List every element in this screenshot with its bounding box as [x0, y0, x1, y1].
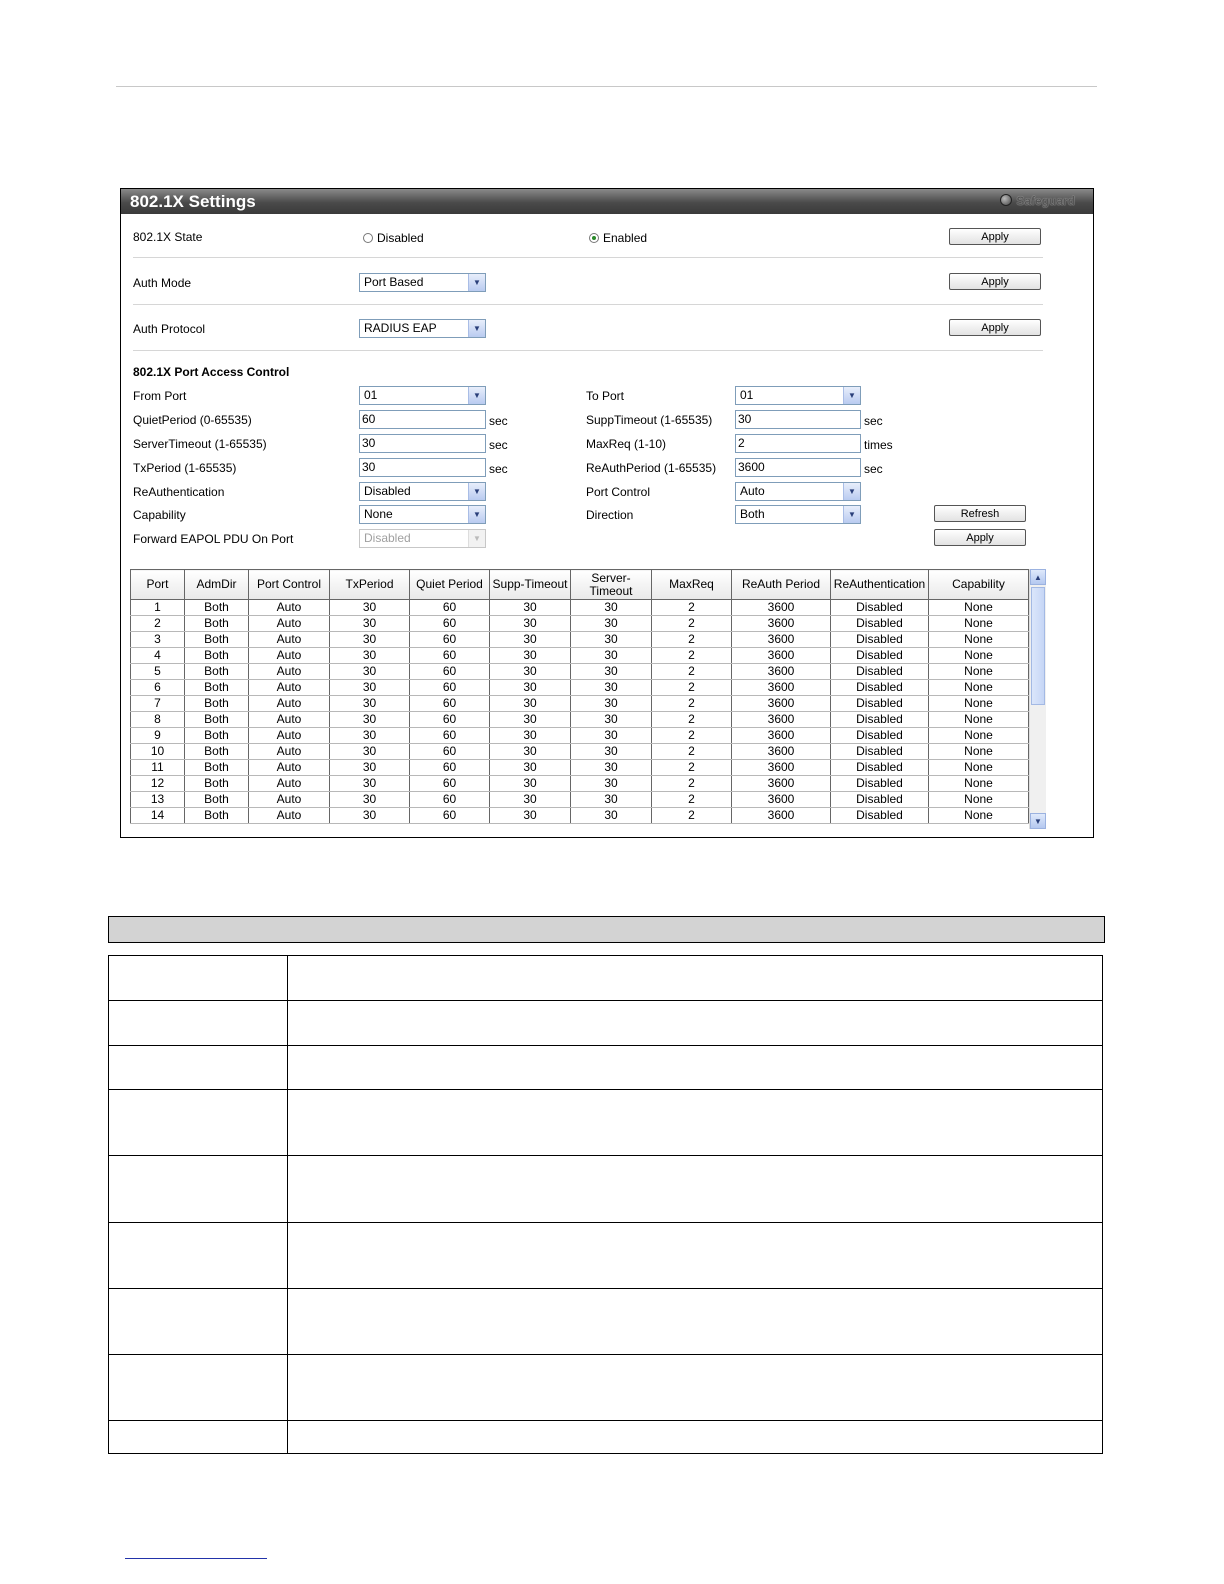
table-cell: 9 [131, 728, 185, 744]
forward-eapol-value: Disabled [364, 531, 411, 545]
table-cell: Both [185, 664, 249, 680]
table-cell: Disabled [831, 648, 929, 664]
table-cell: 30 [490, 600, 571, 616]
table-cell: 30 [490, 760, 571, 776]
table-cell: 30 [330, 728, 410, 744]
capability-select[interactable] [359, 505, 486, 524]
table-cell: 30 [571, 808, 652, 824]
table-cell: 3600 [732, 792, 831, 808]
table-cell: None [929, 680, 1029, 696]
table-row[interactable] [131, 632, 1029, 648]
table-cell: Both [185, 616, 249, 632]
table-cell: 2 [652, 680, 732, 696]
table-cell: 3600 [732, 776, 831, 792]
table-cell: 3600 [732, 600, 831, 616]
table-cell: 30 [490, 696, 571, 712]
table-cell: 3600 [732, 712, 831, 728]
table-cell: 60 [410, 648, 490, 664]
table-cell: Both [185, 776, 249, 792]
table-cell: 2 [652, 776, 732, 792]
server-timeout-input[interactable] [359, 434, 486, 453]
table-cell: 2 [652, 696, 732, 712]
scroll-down-icon[interactable]: ▼ [1030, 813, 1046, 829]
max-req-unit: times [864, 438, 893, 452]
column-header: Server-Timeout [571, 570, 652, 600]
table-cell: 30 [330, 696, 410, 712]
chevron-down-icon: ▼ [468, 320, 485, 337]
capability-value: None [364, 507, 393, 521]
table-cell: Disabled [831, 616, 929, 632]
state-disabled-label: Disabled [377, 231, 424, 245]
to-port-select[interactable] [735, 386, 861, 405]
reauthentication-label: ReAuthentication [133, 485, 225, 499]
table-cell: Disabled [831, 680, 929, 696]
table-cell: Auto [249, 664, 330, 680]
quiet-period-label: QuietPeriod (0-65535) [133, 413, 252, 427]
table-row[interactable] [131, 664, 1029, 680]
description-table [108, 955, 1103, 1454]
direction-select[interactable] [735, 505, 861, 524]
table-cell: 30 [490, 792, 571, 808]
reauth-period-label: ReAuthPeriod (1-65535) [586, 461, 717, 475]
table-cell: 30 [571, 712, 652, 728]
table-cell: Both [185, 632, 249, 648]
table-cell: Both [185, 696, 249, 712]
table-cell: 30 [330, 776, 410, 792]
pac-heading: 802.1X Port Access Control [133, 365, 290, 379]
row-divider [109, 1089, 1102, 1090]
table-cell: Disabled [831, 664, 929, 680]
table-cell: Auto [249, 616, 330, 632]
table-row[interactable] [131, 712, 1029, 728]
table-cell: 30 [330, 808, 410, 824]
table-cell: None [929, 664, 1029, 680]
description-table-header [108, 916, 1105, 943]
divider [133, 304, 1043, 305]
server-timeout-label: ServerTimeout (1-65535) [133, 437, 267, 451]
column-header: Supp-Timeout [490, 570, 571, 600]
table-cell: 3600 [732, 744, 831, 760]
max-req-label: MaxReq (1-10) [586, 437, 667, 451]
column-header: ReAuth Period [732, 570, 831, 600]
table-cell: Auto [249, 776, 330, 792]
tx-period-unit: sec [489, 462, 508, 476]
table-row[interactable] [131, 648, 1029, 664]
port-control-value: Auto [740, 484, 765, 498]
footer-link-underline [125, 1558, 267, 1559]
table-cell: 30 [330, 760, 410, 776]
table-cell: 30 [490, 680, 571, 696]
port-table-container [130, 569, 1046, 829]
column-header: Quiet Period [410, 570, 490, 600]
table-cell: Disabled [831, 632, 929, 648]
table-row[interactable] [131, 680, 1029, 696]
supp-timeout-input[interactable] [735, 410, 861, 429]
table-cell: Auto [249, 696, 330, 712]
table-cell: Both [185, 680, 249, 696]
table-cell: Disabled [831, 696, 929, 712]
row-divider [109, 1045, 1102, 1046]
chevron-down-icon: ▼ [843, 506, 860, 523]
server-timeout-unit: sec [489, 438, 508, 452]
table-cell: None [929, 760, 1029, 776]
table-cell: 1 [131, 600, 185, 616]
auth-protocol-apply-button[interactable]: Apply [949, 319, 1041, 336]
table-cell: Disabled [831, 776, 929, 792]
table-cell: 30 [571, 792, 652, 808]
supp-timeout-value: 30 [738, 412, 752, 426]
settings-panel [120, 188, 1094, 838]
supp-timeout-unit: sec [864, 414, 883, 428]
row-divider [109, 1288, 1102, 1289]
table-cell: 30 [330, 792, 410, 808]
row-divider [109, 1222, 1102, 1223]
table-cell: 3600 [732, 616, 831, 632]
from-port-value: 01 [364, 388, 378, 402]
tx-period-input[interactable] [359, 458, 486, 477]
table-cell: Auto [249, 600, 330, 616]
pac-apply-button[interactable]: Apply [934, 529, 1026, 546]
column-header: Capability [929, 570, 1029, 600]
table-cell: 2 [652, 600, 732, 616]
table-cell: 60 [410, 792, 490, 808]
table-cell: Auto [249, 808, 330, 824]
table-cell: 3 [131, 632, 185, 648]
row-divider [109, 1420, 1102, 1421]
column-divider [287, 956, 288, 1453]
column-header: TxPeriod [330, 570, 410, 600]
table-cell: 10 [131, 744, 185, 760]
table-cell: Both [185, 648, 249, 664]
direction-value: Both [740, 507, 765, 521]
from-port-select[interactable] [359, 386, 486, 405]
table-row[interactable] [131, 744, 1029, 760]
table-cell: None [929, 744, 1029, 760]
table-cell: Both [185, 792, 249, 808]
table-row[interactable] [131, 776, 1029, 792]
chevron-down-icon: ▼ [843, 483, 860, 500]
auth-protocol-value: RADIUS EAP [364, 321, 437, 335]
chevron-down-icon: ▼ [468, 387, 485, 404]
table-cell: 2 [652, 648, 732, 664]
table-cell: 60 [410, 776, 490, 792]
table-row[interactable] [131, 760, 1029, 776]
table-cell: 30 [571, 744, 652, 760]
state-apply-button[interactable]: Apply [949, 228, 1041, 245]
table-cell: Disabled [831, 808, 929, 824]
table-cell: Auto [249, 680, 330, 696]
chevron-down-icon: ▼ [843, 387, 860, 404]
page-header-rule [116, 86, 1097, 87]
table-cell: None [929, 792, 1029, 808]
table-cell: 30 [571, 600, 652, 616]
table-cell: 2 [652, 744, 732, 760]
table-cell: 30 [490, 776, 571, 792]
auth-protocol-label: Auth Protocol [133, 322, 206, 336]
table-cell: 30 [571, 680, 652, 696]
auth-protocol-select[interactable] [359, 319, 486, 338]
radio-unchecked-icon [363, 233, 373, 243]
table-cell: Auto [249, 744, 330, 760]
reauth-period-input[interactable] [735, 458, 861, 477]
table-cell: 30 [490, 632, 571, 648]
table-cell: 2 [652, 664, 732, 680]
table-cell: 2 [652, 792, 732, 808]
table-cell: None [929, 728, 1029, 744]
radio-checked-icon [589, 233, 599, 243]
table-cell: 30 [490, 664, 571, 680]
from-port-label: From Port [133, 389, 187, 403]
max-req-value: 2 [738, 436, 745, 450]
auth-mode-value: Port Based [364, 275, 424, 289]
table-cell: 2 [652, 760, 732, 776]
table-cell: 30 [490, 648, 571, 664]
table-cell: None [929, 712, 1029, 728]
table-cell: 30 [571, 728, 652, 744]
scrollbar-thumb[interactable] [1031, 587, 1045, 705]
table-cell: 3600 [732, 664, 831, 680]
table-cell: 60 [410, 600, 490, 616]
table-cell: None [929, 696, 1029, 712]
panel-title-bar [121, 189, 1093, 214]
max-req-input[interactable] [735, 434, 861, 453]
divider [133, 257, 1043, 258]
row-divider [109, 1000, 1102, 1001]
table-cell: 30 [571, 776, 652, 792]
capability-label: Capability [133, 508, 186, 522]
table-row[interactable] [131, 792, 1029, 808]
table-cell: None [929, 632, 1029, 648]
table-cell: 60 [410, 712, 490, 728]
table-cell: Disabled [831, 760, 929, 776]
auth-mode-select[interactable] [359, 273, 486, 292]
table-cell: 30 [330, 744, 410, 760]
chevron-down-icon: ▼ [468, 274, 485, 291]
table-cell: None [929, 776, 1029, 792]
table-cell: 2 [652, 808, 732, 824]
table-cell: None [929, 648, 1029, 664]
table-row[interactable] [131, 728, 1029, 744]
table-cell: 3600 [732, 648, 831, 664]
safeguard-label: Safeguard [1016, 194, 1075, 208]
reauthentication-value: Disabled [364, 484, 411, 498]
table-scrollbar[interactable] [1029, 569, 1046, 829]
auth-mode-apply-button[interactable]: Apply [949, 273, 1041, 290]
table-cell: 3600 [732, 696, 831, 712]
table-cell: 2 [652, 616, 732, 632]
table-cell: 2 [652, 728, 732, 744]
column-header: AdmDir [185, 570, 249, 600]
refresh-button[interactable]: Refresh [934, 505, 1026, 522]
direction-label: Direction [586, 508, 634, 522]
table-cell: 30 [330, 648, 410, 664]
table-cell: 13 [131, 792, 185, 808]
tx-period-value: 30 [362, 460, 376, 474]
table-cell: 60 [410, 680, 490, 696]
port-control-label: Port Control [586, 485, 651, 499]
reauth-period-value: 3600 [738, 460, 765, 474]
table-header-row [131, 570, 1029, 600]
safeguard-indicator [1000, 189, 1075, 214]
table-row[interactable] [131, 696, 1029, 712]
quiet-period-input[interactable] [359, 410, 486, 429]
table-cell: 30 [330, 600, 410, 616]
table-cell: Disabled [831, 744, 929, 760]
table-cell: Auto [249, 648, 330, 664]
quiet-period-value: 60 [362, 412, 376, 426]
table-cell: 30 [330, 632, 410, 648]
table-row[interactable] [131, 600, 1029, 616]
table-cell: 2 [131, 616, 185, 632]
column-header: Port [131, 570, 185, 600]
column-header: ReAuthentication [831, 570, 929, 600]
chevron-down-icon: ▼ [468, 483, 485, 500]
table-cell: 11 [131, 760, 185, 776]
table-cell: Disabled [831, 600, 929, 616]
table-cell: 60 [410, 760, 490, 776]
auth-mode-label: Auth Mode [133, 276, 192, 290]
table-cell: 8 [131, 712, 185, 728]
table-cell: Disabled [831, 792, 929, 808]
table-cell: 12 [131, 776, 185, 792]
table-cell: None [929, 616, 1029, 632]
table-cell: 30 [490, 712, 571, 728]
table-cell: 30 [330, 664, 410, 680]
chevron-down-icon: ▼ [468, 506, 485, 523]
table-cell: None [929, 600, 1029, 616]
port-table [130, 569, 1029, 824]
table-row[interactable] [131, 808, 1029, 824]
forward-eapol-label: Forward EAPOL PDU On Port [133, 532, 294, 546]
to-port-label: To Port [586, 389, 625, 403]
state-enabled-radio[interactable] [589, 231, 647, 245]
table-cell: Auto [249, 760, 330, 776]
reauth-period-unit: sec [864, 462, 883, 476]
table-cell: Auto [249, 632, 330, 648]
table-cell: 30 [571, 632, 652, 648]
table-cell: Both [185, 712, 249, 728]
table-cell: 30 [490, 808, 571, 824]
table-cell: 4 [131, 648, 185, 664]
quiet-period-unit: sec [489, 414, 508, 428]
supp-timeout-label: SuppTimeout (1-65535) [586, 413, 713, 427]
row-divider [109, 1354, 1102, 1355]
column-header: Port Control [249, 570, 330, 600]
table-cell: 3600 [732, 680, 831, 696]
table-cell: Both [185, 744, 249, 760]
table-cell: 60 [410, 632, 490, 648]
table-cell: 3600 [732, 728, 831, 744]
table-cell: Both [185, 600, 249, 616]
table-cell: 60 [410, 616, 490, 632]
table-cell: Disabled [831, 712, 929, 728]
table-cell: 30 [571, 696, 652, 712]
state-label: 802.1X State [133, 230, 203, 244]
table-cell: Both [185, 760, 249, 776]
tx-period-label: TxPeriod (1-65535) [133, 461, 237, 475]
table-cell: 30 [490, 616, 571, 632]
table-cell: 30 [571, 616, 652, 632]
table-cell: 5 [131, 664, 185, 680]
table-cell: 3600 [732, 808, 831, 824]
table-cell: 2 [652, 632, 732, 648]
server-timeout-value: 30 [362, 436, 376, 450]
table-cell: Both [185, 808, 249, 824]
table-cell: 60 [410, 744, 490, 760]
table-cell: 30 [330, 616, 410, 632]
column-header: MaxReq [652, 570, 732, 600]
table-cell: 2 [652, 712, 732, 728]
table-cell: Auto [249, 728, 330, 744]
table-cell: 60 [410, 728, 490, 744]
divider [133, 350, 1043, 351]
table-cell: 6 [131, 680, 185, 696]
port-control-select[interactable] [735, 482, 861, 501]
reauthentication-select[interactable] [359, 482, 486, 501]
table-cell: 30 [490, 728, 571, 744]
table-cell: 30 [571, 648, 652, 664]
table-cell: Auto [249, 712, 330, 728]
table-cell: 30 [330, 712, 410, 728]
scroll-up-icon[interactable]: ▲ [1030, 569, 1046, 585]
table-cell: 60 [410, 664, 490, 680]
safeguard-status-icon [1000, 194, 1012, 206]
table-cell: 60 [410, 808, 490, 824]
state-disabled-radio[interactable] [363, 231, 424, 245]
table-cell: Both [185, 728, 249, 744]
table-cell: 7 [131, 696, 185, 712]
table-cell: None [929, 808, 1029, 824]
table-body [131, 600, 1029, 824]
table-cell: Disabled [831, 728, 929, 744]
table-cell: 30 [490, 744, 571, 760]
table-cell: 30 [571, 664, 652, 680]
table-cell: 14 [131, 808, 185, 824]
to-port-value: 01 [740, 388, 754, 402]
table-cell: 3600 [732, 632, 831, 648]
table-cell: Auto [249, 792, 330, 808]
panel-title: 802.1X Settings [130, 192, 256, 211]
chevron-down-icon: ▼ [468, 530, 485, 547]
table-cell: 3600 [732, 760, 831, 776]
row-divider [109, 1155, 1102, 1156]
table-cell: 30 [330, 680, 410, 696]
table-row[interactable] [131, 616, 1029, 632]
forward-eapol-select [359, 529, 486, 548]
table-cell: 30 [571, 760, 652, 776]
table-cell: 60 [410, 696, 490, 712]
state-enabled-label: Enabled [603, 231, 648, 245]
